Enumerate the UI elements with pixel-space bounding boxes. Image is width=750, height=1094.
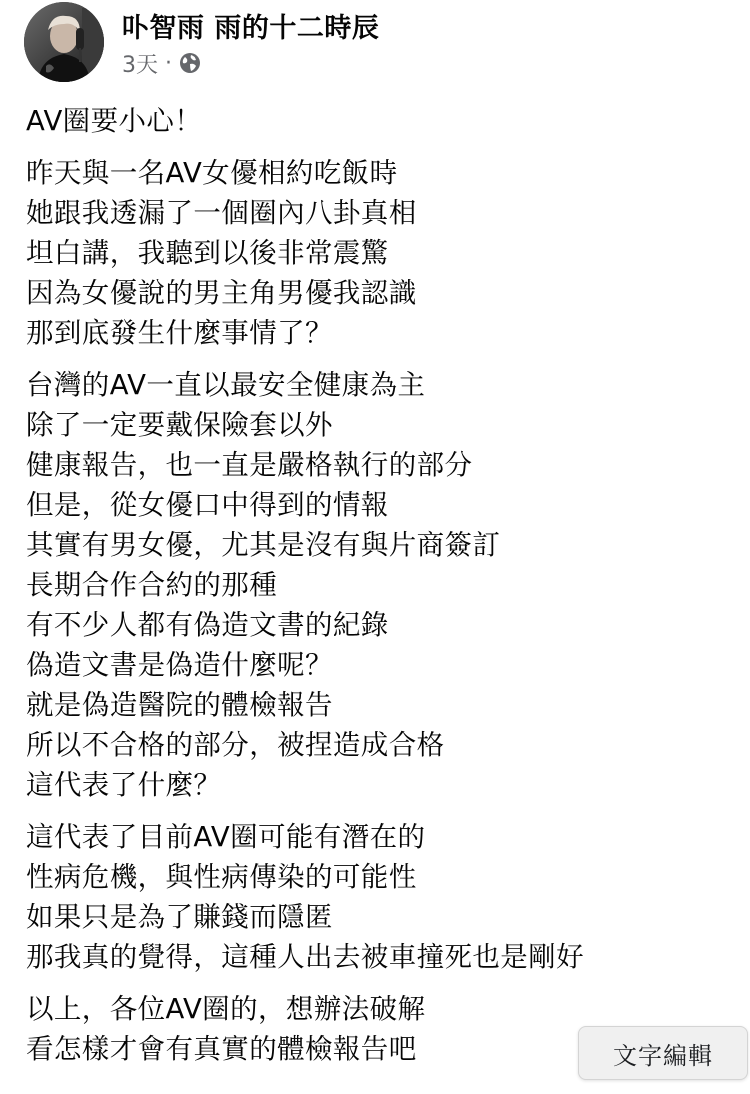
avatar[interactable] [24,2,104,82]
post-timestamp[interactable]: 3天 [122,52,158,78]
edit-text-button[interactable]: 文字編輯 [578,1026,748,1080]
text-line: 但是，從女優口中得到的情報 [26,489,389,521]
text-line: 這代表了什麼？ [26,769,222,801]
paragraph [26,153,726,353]
text-line: 台灣的AV一直以最安全健康為主 [26,369,426,401]
paragraph [26,365,726,805]
paragraph [26,817,726,977]
text-line: 除了一定要戴保險套以外 [26,409,333,441]
text-line: 其實有男女優，尤其是沒有與片商簽訂 [26,529,501,561]
text-line: 坦白講，我聽到以後非常震驚 [26,237,389,269]
text-line: 那到底發生什麼事情了？ [26,317,333,349]
paragraph [26,101,726,141]
meta-separator: · [165,50,172,76]
text-line: 健康報告，也一直是嚴格執行的部分 [26,449,473,481]
text-line: AV圈要小心！ [26,105,203,137]
profile-photo-icon [24,2,104,82]
author-name[interactable]: 卟智雨 雨的十二時辰 [122,13,380,44]
text-line: 所以不合格的部分，被捏造成合格 [26,729,445,761]
text-line: 長期合作合約的那種 [26,569,278,601]
post-meta [122,48,201,78]
text-line: 這代表了目前AV圈可能有潛在的 [26,821,426,853]
text-line: 就是偽造醫院的體檢報告 [26,689,333,721]
post-header [24,0,724,90]
globe-icon[interactable] [179,52,201,74]
text-line: 那我真的覺得，這種人出去被車撞死也是剛好 [26,941,584,973]
text-line: 看怎樣才會有真實的體檢報告吧 [26,1033,417,1065]
text-line: 昨天與一名AV女優相約吃飯時 [26,157,398,189]
text-line: 她跟我透漏了一個圈內八卦真相 [26,197,417,229]
post-body [26,101,726,1081]
text-line: 有不少人都有偽造文書的紀錄 [26,609,389,641]
text-line: 偽造文書是偽造什麼呢？ [26,649,333,681]
text-line: 如果只是為了賺錢而隱匿 [26,901,333,933]
text-line: 因為女優說的男主角男優我認識 [26,277,417,309]
text-line: 性病危機，與性病傳染的可能性 [26,861,417,893]
text-line: 以上，各位AV圈的，想辦法破解 [26,993,426,1025]
